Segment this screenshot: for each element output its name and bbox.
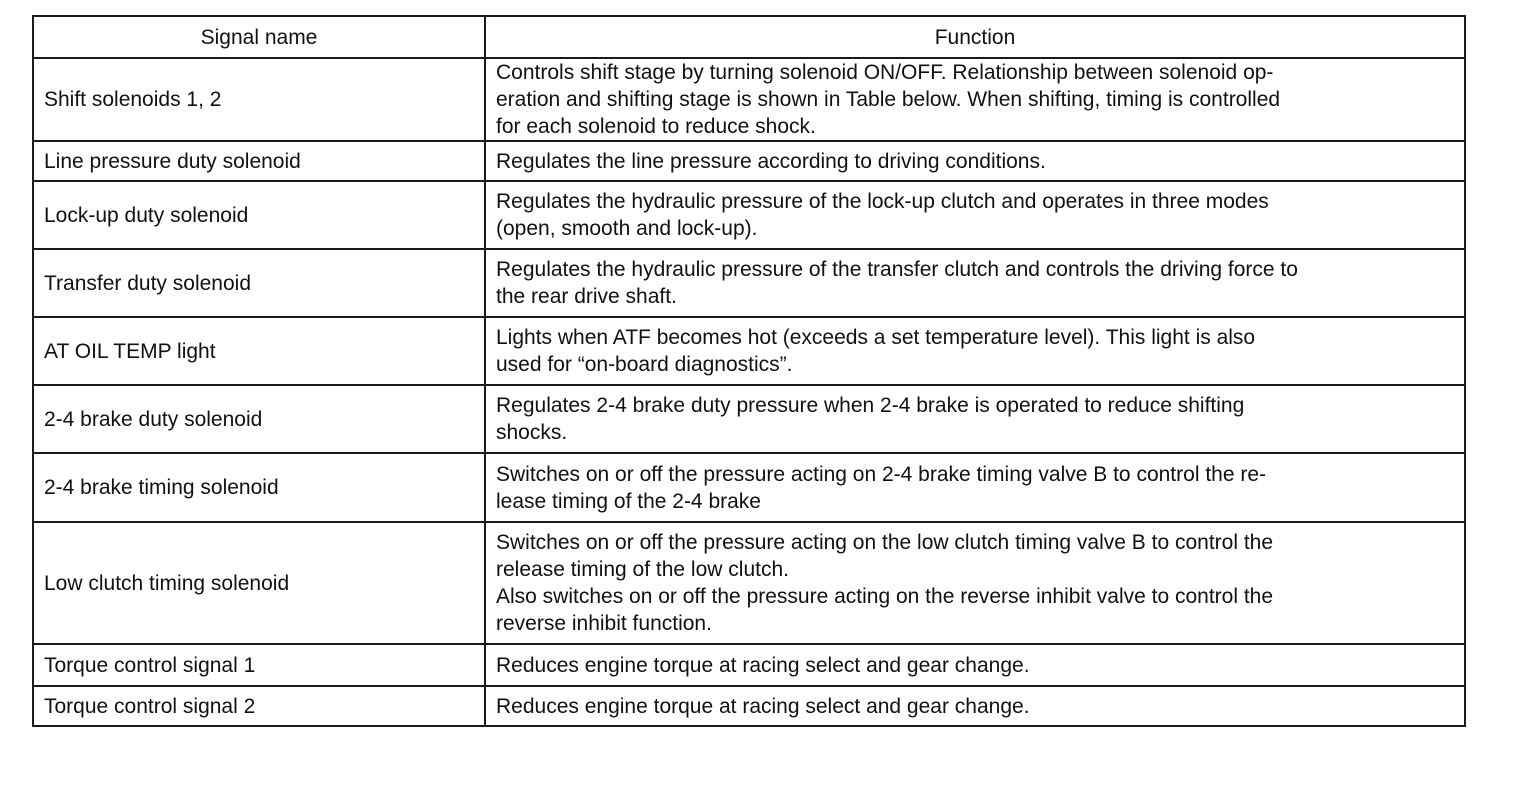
signal-function-table-container bbox=[32, 15, 1464, 727]
function-cell: Switches on or off the pressure acting on the low clutch timing valve B to control the release timing of the low clutch. Also switches on or off the pressure acting on the reverse inhibit valve to control the reverse inhibit function. bbox=[485, 522, 1465, 644]
signal-name-cell: Torque control signal 2 bbox=[33, 686, 485, 726]
table-row bbox=[33, 141, 1465, 181]
function-cell: Regulates the line pressure according to driving conditions. bbox=[485, 141, 1465, 181]
table-row bbox=[33, 249, 1465, 317]
table-row bbox=[33, 181, 1465, 249]
table-row bbox=[33, 453, 1465, 522]
header-function: Function bbox=[485, 16, 1465, 58]
header-signal-name: Signal name bbox=[33, 16, 485, 58]
function-cell: Regulates 2-4 brake duty pressure when 2-4 brake is operated to reduce shifting shocks. bbox=[485, 385, 1465, 453]
signal-name-cell: 2-4 brake timing solenoid bbox=[33, 453, 485, 522]
signal-name-cell: 2-4 brake duty solenoid bbox=[33, 385, 485, 453]
signal-name-cell: Low clutch timing solenoid bbox=[33, 522, 485, 644]
table-row bbox=[33, 385, 1465, 453]
signal-name-cell: Torque control signal 1 bbox=[33, 644, 485, 686]
function-cell: Reduces engine torque at racing select and gear change. bbox=[485, 686, 1465, 726]
signal-name-cell: AT OIL TEMP light bbox=[33, 317, 485, 385]
signal-name-cell: Transfer duty solenoid bbox=[33, 249, 485, 317]
table-row bbox=[33, 58, 1465, 141]
function-cell: Regulates the hydraulic pressure of the lock-up clutch and operates in three modes (open, smooth and lock-up). bbox=[485, 181, 1465, 249]
signal-name-cell: Line pressure duty solenoid bbox=[33, 141, 485, 181]
table-row bbox=[33, 522, 1465, 644]
signal-function-table bbox=[32, 15, 1466, 727]
function-cell: Lights when ATF becomes hot (exceeds a set temperature level). This light is also used for “on-board diagnostics”. bbox=[485, 317, 1465, 385]
signal-name-cell: Lock-up duty solenoid bbox=[33, 181, 485, 249]
table-header-row bbox=[33, 16, 1465, 58]
function-cell: Regulates the hydraulic pressure of the transfer clutch and controls the driving force to the rear drive shaft. bbox=[485, 249, 1465, 317]
signal-name-cell: Shift solenoids 1, 2 bbox=[33, 58, 485, 141]
function-cell: Controls shift stage by turning solenoid ON/OFF. Relationship between solenoid op- eration and shifting stage is shown in Table below. When shifting, timing is controlled for each solenoid to reduce shock. bbox=[485, 58, 1465, 141]
function-cell: Switches on or off the pressure acting on 2-4 brake timing valve B to control the re- lease timing of the 2-4 brake bbox=[485, 453, 1465, 522]
function-cell: Reduces engine torque at racing select and gear change. bbox=[485, 644, 1465, 686]
table-row bbox=[33, 317, 1465, 385]
table-row bbox=[33, 686, 1465, 726]
table-row bbox=[33, 644, 1465, 686]
